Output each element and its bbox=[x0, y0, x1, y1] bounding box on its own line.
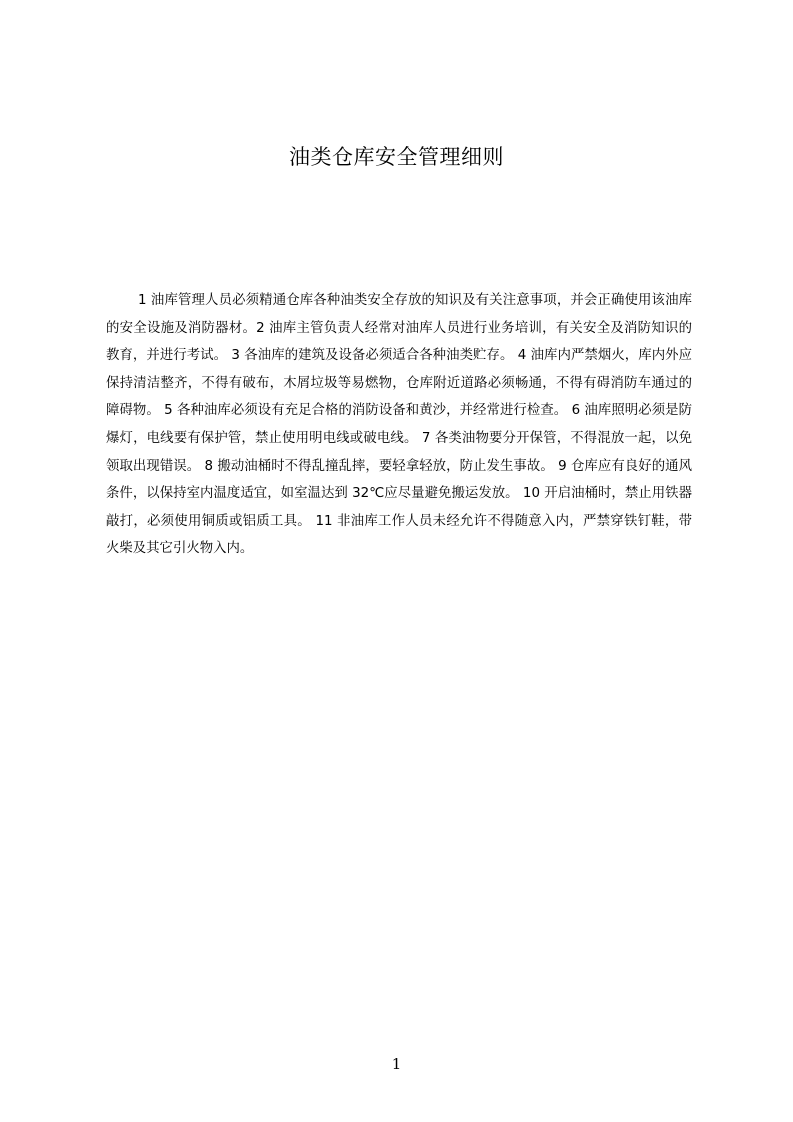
page-title: 油类仓库安全管理细则 bbox=[289, 145, 504, 169]
page-number: 1 bbox=[391, 1055, 402, 1073]
body-paragraph: 1 油库管理人员必须精通仓库各种油类安全存放的知识及有关注意事项，并会正确使用该油库的安全设施及消防器材。2 油库主管负责人经常对油库人员进行业务培训，有关安全及消防知识的教育，并进行考试。 3 各油库的建筑及设备必须适合各种油类贮存。 4 油库内严禁烟火，库内外应保持清洁整齐，不得有破布，木屑垃圾等易燃物，仓库附近道路必须畅通，不得有碍消防车通过的障碍物。 5 各种油库必须设有充足合格的消防设备和黄沙，并经常进行检查。 6 油库照明必须是防爆灯，电线要有保护管，禁止使用明电线或破电线。 7 各类油物要分开保管，不得混放一起，以免领取出现错误。 8 搬动油桶时不得乱撞乱摔，要轻拿轻放，防止发生事故。 9 仓库应有良好的通风条件，以保持室内温度适宜，如室温达到 32℃应尽量避免搬运发放。 10 开启油桶时，禁止用铁器敲打，必须使用铜质或铝质工具。 11 非油库工作人员未经允许不得随意入内，严禁穿铁钉鞋，带火柴及其它引火物入内。 bbox=[106, 293, 692, 557]
